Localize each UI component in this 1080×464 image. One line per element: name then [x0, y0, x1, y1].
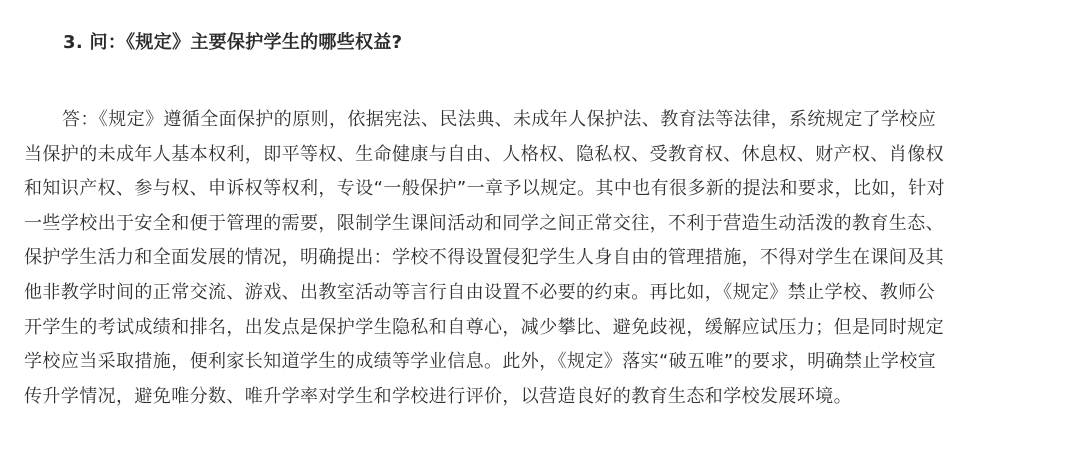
question-heading: 3. 问：《规定》主要保护学生的哪些权益?: [63, 32, 403, 53]
answer-line: 当保护的未成年人基本权利，即平等权、生命健康与自由、人格权、隐私权、受教育权、休息权、财产权、肖像权: [24, 143, 944, 165]
answer-line: 他非教学时间的正常交流、游戏、出教室活动等言行自由设置不必要的约束。再比如，《规定》禁止学校、教师公: [24, 281, 935, 303]
answer-line: 开学生的考试成绩和排名，出发点是保护学生隐私和自尊心，减少攀比、避免歧视，缓解应试压力；但是同时规定: [24, 316, 944, 338]
answer-line: 传升学情况，避免唯分数、唯升学率对学生和学校进行评价，以营造良好的教育生态和学校发展环境。: [24, 385, 852, 407]
answer-line: 一些学校出于安全和便于管理的需要，限制学生课间活动和同学之间正常交往，不利于营造生动活泼的教育生态、: [24, 212, 944, 234]
answer-line: 学校应当采取措施，便利家长知道学生的成绩等学业信息。此外，《规定》落实“破五唯”的要求，明确禁止学校宣: [24, 351, 937, 373]
answer-line: 答：《规定》遵循全面保护的原则，依据宪法、民法典、未成年人保护法、教育法等法律，系统规定了学校应: [62, 109, 937, 130]
answer-line: 保护学生活力和全面发展的情况，明确提出：学校不得设置侵犯学生人身自由的管理措施，不得对学生在课间及其: [24, 247, 944, 269]
answer-line: 和知识产权、参与权、申诉权等权利，专设“一般保护”一章予以规定。其中也有很多新的提法和要求，比如，针对: [24, 178, 946, 200]
answer-paragraph: [24, 103, 1024, 414]
